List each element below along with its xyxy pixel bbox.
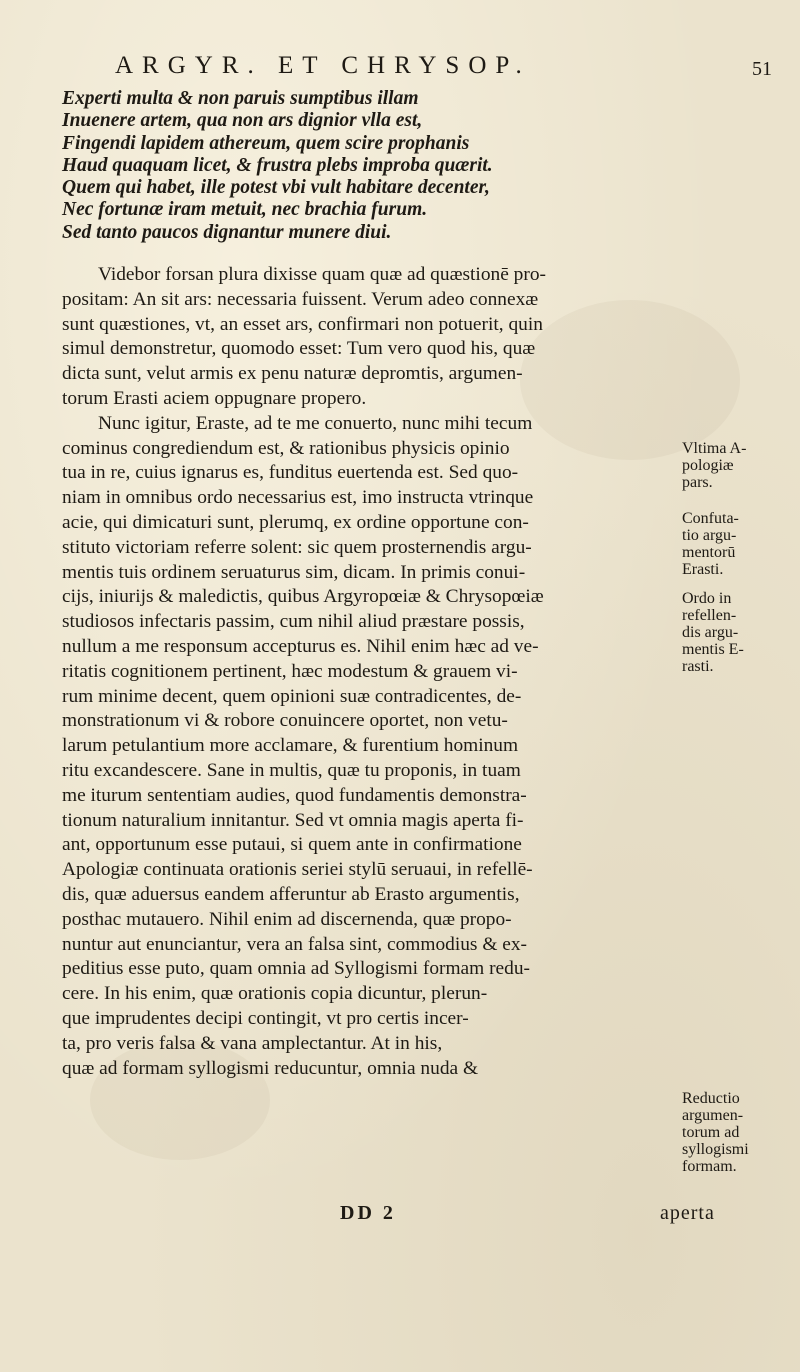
margin-note-line: Confuta- [682, 510, 739, 527]
margin-note-line: tio argu- [682, 527, 737, 544]
text-line: larum petulantium more acclamare, & furentium hominum [62, 735, 519, 757]
margin-note [682, 510, 792, 578]
text-line: tionum naturalium innitantur. Sed vt omnia magis aperta fi- [62, 809, 524, 831]
text-line: nullum a me responsum accepturus es. Nihil enim hæc ad ve- [62, 635, 539, 657]
verse-line: Experti multa & non paruis sumptibus illam [62, 88, 419, 109]
text-line: positam: An sit ars: necessaria fuissent. Verum adeo connexæ [62, 288, 539, 310]
page-number: 51 [752, 58, 772, 80]
margin-note-line: Reductio [682, 1090, 740, 1107]
text-line: dis, quæ aduersus eandem afferuntur ab Erasto argumentis, [62, 883, 520, 905]
text-line: ant, opportunum esse putaui, si quem ante in confirmatione [62, 834, 522, 856]
text-line: acie, qui dimicaturi sunt, plerumq, ex ordine opportune con- [62, 511, 529, 533]
margin-note [682, 440, 792, 491]
text-line: Nunc igitur, Eraste, ad te me conuerto, nunc mihi tecum [98, 412, 533, 434]
body-text [62, 263, 622, 1081]
text-line: sunt quæstiones, vt, an esset ars, confirmari non potuerit, quin [62, 313, 543, 335]
verse-line: Fingendi lapidem athereum, quem scire prophanis [62, 132, 470, 154]
text-line: torum Erasti aciem oppugnare propero. [62, 387, 367, 409]
text-line: ritatis cognitionem pertinent, hæc modestum & grauem vi- [62, 660, 518, 682]
margin-note [682, 590, 792, 675]
text-line: ta, pro veris falsa & vana amplectantur. At in his, [62, 1032, 443, 1054]
text-line: peditius esse puto, quam omnia ad Syllogismi formam redu- [62, 958, 530, 980]
verse-block [62, 88, 722, 244]
verse-line: Nec fortunæ iram metuit, nec brachia furum. [62, 199, 428, 221]
verse-line: Quem qui habet, ille potest vbi vult habitare decenter, [62, 177, 490, 199]
text-line: stituto victoriam referre solent: sic quem prosternendis argu- [62, 536, 532, 558]
text-line: cijs, iniurijs & maledictis, quibus Argyropœiæ & Chrysopœiæ [62, 586, 544, 608]
margin-note-line: formam. [682, 1158, 737, 1175]
text-line: me iturum sententiam audies, quod fundamentis demonstra- [62, 784, 527, 806]
text-line: Videbor forsan plura dixisse quam quæ ad quæstionē pro- [98, 264, 546, 285]
page-header [115, 52, 772, 82]
running-head: ARGYR. ET CHRYSOP. [115, 52, 531, 79]
margin-note-line: rasti. [682, 658, 714, 675]
text-line: cere. In his enim, quæ orationis copia dicuntur, plerun- [62, 983, 488, 1005]
text-line: que imprudentes decipi contingit, vt pro certis incer- [62, 1007, 469, 1029]
margin-note-line: Vltima A- [682, 440, 747, 457]
text-line: posthac mutauero. Nihil enim ad discernenda, quæ propo- [62, 908, 512, 930]
text-line: monstrationum vi & robore conuincere oportet, non vetu- [62, 710, 508, 732]
text-line: ritu excandescere. Sane in multis, quæ tu proponis, in tuam [62, 759, 521, 781]
margin-note-line: mentis E- [682, 641, 744, 658]
margin-note-line: pars. [682, 474, 713, 491]
margin-note-line: dis argu- [682, 624, 739, 641]
text-line: nuntur aut enunciantur, vera an falsa sint, commodius & ex- [62, 933, 528, 955]
text-line: simul demonstretur, quomodo esset: Tum vero quod his, quæ [62, 338, 536, 360]
text-line: quæ ad formam syllogismi reducuntur, omnia nuda & [62, 1057, 479, 1079]
text-line: Apologiæ continuata orationis seriei stylū seruaui, in refellē- [62, 859, 533, 881]
margin-note-line: torum ad [682, 1124, 740, 1141]
margin-note-line: pologiæ [682, 457, 734, 474]
margin-note [682, 1090, 792, 1175]
margin-note-line: refellen- [682, 607, 737, 624]
text-line: dicta sunt, velut armis ex penu naturæ depromtis, argumen- [62, 363, 523, 385]
verse-line: Inuenere artem, qua non ars dignior vlla est, [62, 110, 423, 132]
margin-note-line: syllogismi [682, 1141, 749, 1158]
margin-note-line: argumen- [682, 1107, 744, 1124]
text-line: rum minime decent, quem opinioni suæ contradicentes, de- [62, 685, 522, 707]
verse-line: Sed tanto paucos dignantur munere diui. [62, 221, 392, 243]
margin-note-line: mentorū [682, 544, 736, 561]
text-line: cominus congrediendum est, & rationibus physicis opinio [62, 437, 510, 459]
text-line: niam in omnibus ordo necessarius est, imo instructa vtrinque [62, 487, 534, 509]
text-line: studiosos infectaris passim, cum nihil aliud præstare possis, [62, 611, 525, 633]
margin-note-line: Erasti. [682, 561, 724, 578]
verse-line: Haud quaquam licet, & frustra plebs improba quærit. [62, 154, 493, 176]
text-line: tua in re, cuius ignarus es, funditus euertenda est. Sed quo- [62, 462, 519, 484]
signature-mark: DD 2 [340, 1202, 396, 1224]
catchword: aperta [660, 1202, 715, 1224]
text-line: mentis tuis ordinem seruaturus sim, dicam. In primis conui- [62, 561, 526, 583]
margin-note-line: Ordo in [682, 590, 732, 607]
